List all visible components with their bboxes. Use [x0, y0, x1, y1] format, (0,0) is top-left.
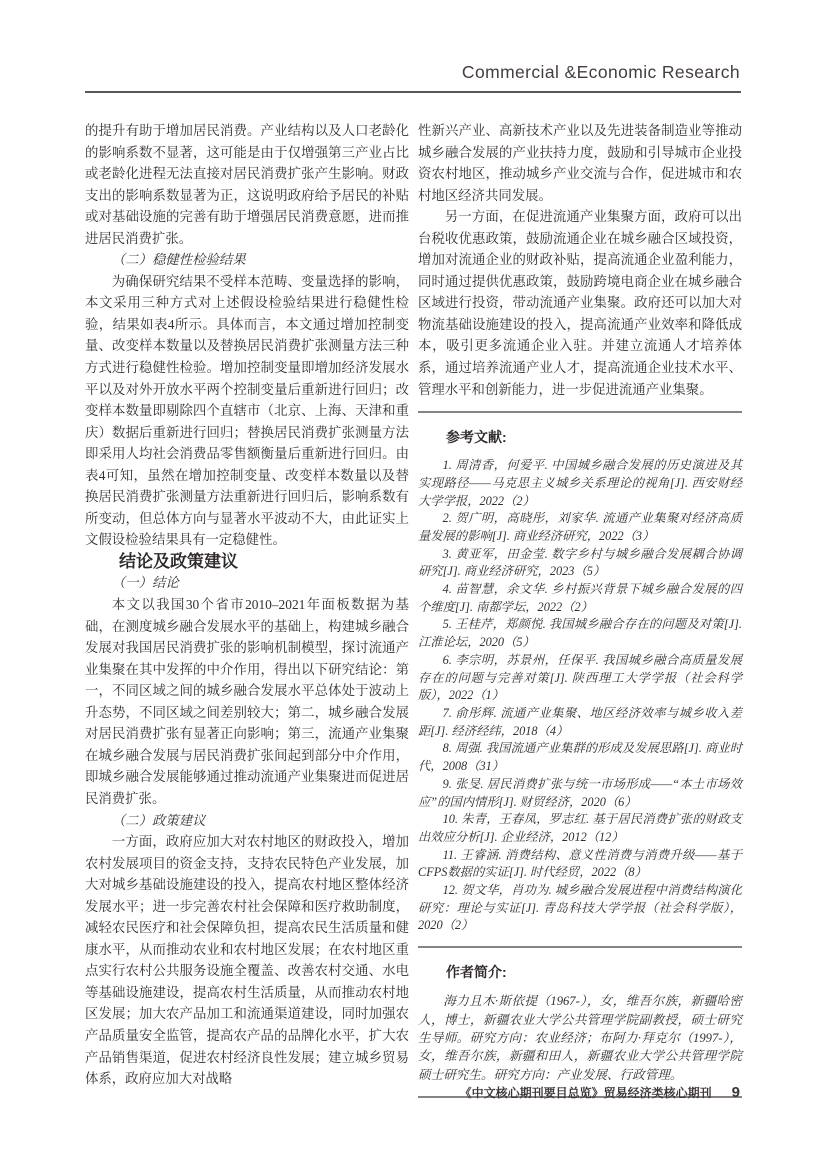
page-footer — [460, 1084, 740, 1101]
reference-item: 12. 贺文华，肖功为. 城乡融合发展进程中消费结构演化研究：理论与实证[J]. 青岛科技大学学报（社会科学版），2020（2） — [418, 883, 742, 933]
left-column — [85, 120, 409, 1090]
right-column — [418, 120, 742, 1098]
subsection-heading-policy: （二）政策建议 — [111, 812, 206, 828]
reference-item: 1. 周清香，何爱平. 中国城乡融合发展的历史演进及其实现路径——马克思主义城乡关系理论的视角[J]. 西安财经大学学报，2022（2） — [418, 458, 742, 508]
page-number: 9 — [731, 1084, 740, 1101]
subsection-heading-conclusion: （一）结论 — [111, 575, 179, 591]
body-paragraph: 另一方面，在促进流通产业集聚方面，政府可以出台税收优惠政策，鼓励流通企业在城乡融合区域投资，增加对流通企业的财政补贴，提高流通企业盈利能力，同时通过提供优惠政策，鼓励跨境电商企业在城乡融合区域进行投资，带动流通产业集聚。政府还可以加大对物流基础设施建设的投入，提高流通产业效率和降低成本，吸引更多流通企业入驻。并建立流通人才培养体系，通过培养流通产业人才，提高流通企业技术水平、管理水平和创新能力，进一步促进流通产业集聚。 — [418, 209, 742, 397]
reference-item: 6. 李宗明，苏景州，任保平. 我国城乡融合高质量发展存在的问题与完善对策[J]. 陕西理工大学学报（社会科学版），2022（1） — [418, 652, 742, 703]
reference-item: 5. 王桂芹，郑颜悦. 我国城乡融合存在的问题及对策[J]. 江淮论坛，2020（5） — [418, 617, 742, 650]
journal-note: 《中文核心期刊要目总览》贸易经济类核心期刊 — [459, 1086, 712, 1100]
subsection-heading-robustness: （二）稳健性检验结果 — [111, 252, 246, 268]
section-divider — [418, 946, 742, 948]
body-paragraph: 一方面，政府应加大对农村地区的财政投入，增加农村发展项目的资金支持，支持农民特色产业发展，加大对城乡基础设施建设的投入，提高农村地区整体经济发展水平；进一步完善农村社会保障和医疗救助制度，减轻农民医疗和社会保障负担，提高农民生活质量和健康水平，从而推动农业和农村地区发展；在农村地区重点实行农村公共服务设施全覆盖、改善农村交通、水电等基础设施建设，提高农村生活质量，从而推动农村地区发展；加大农产品加工和流通渠道建设，同时加强农产品质量安全监管，提高农产品的品牌化水平，扩大农产品销售渠道，促进农村经济良性发展；建立城乡贸易体系，政府应加大对战略 — [85, 834, 409, 1087]
reference-item: 2. 贺广明，高晓彤，刘家华. 流通产业集聚对经济高质量发展的影响[J]. 商业经济研究，2022（3） — [418, 511, 742, 543]
reference-item: 10. 朱青，王春凤，罗志红. 基于居民消费扩张的财政支出效应分析[J]. 企业经济，2012（12） — [418, 812, 742, 844]
reference-item: 11. 王睿涵. 消费结构、意义性消费与消费升级——基于CFPS数据的实证[J]. 时代经贸，2022（8） — [418, 847, 742, 880]
section-divider — [418, 411, 742, 413]
body-paragraph: 本文以我国30个省市2010–2021年面板数据为基础，在测度城乡融合发展水平的基础上，构建城乡融合发展对我国居民消费扩张的影响机制模型，探讨流通产业集聚在其中发挥的中介作用，得出以下研究结论：第一，不同区域之间的城乡融合发展水平总体处于波动上升态势，不同区域之间差别较大；第二，城乡融合发展对居民消费扩张有显著正向影响；第三，流通产业集聚在城乡融合发展与居民消费扩张间起到部分中介作用，即城乡融合发展能够通过推动流通产业集聚进而促进居民消费扩张。 — [85, 597, 409, 806]
header-rule — [85, 91, 741, 93]
reference-item: 4. 苗智慧，余文华. 乡村振兴背景下城乡融合发展的四个维度[J]. 南都学坛，2022（2） — [418, 582, 742, 614]
journal-name: Commercial &Economic Research — [461, 62, 740, 82]
body-paragraph: 性新兴产业、高新技术产业以及先进装备制造业等推动城乡融合发展的产业扶持力度，鼓励和引导城市企业投资农村地区，推动城乡产业交流与合作，促进城市和农村地区经济共同发展。 — [418, 123, 742, 203]
reference-item: 8. 周强. 我国流通产业集群的形成及发展思路[J]. 商业时代，2008（31） — [418, 741, 742, 774]
section-heading-conclusion: 结论及政策建议 — [119, 551, 238, 571]
author-bio-text: 海力且木·斯依提（1967-），女，维吾尔族，新疆哈密人，博士，新疆农业大学公共管理学院副教授，硕士研究生导师。研究方向：农业经济；布阿力·拜克尔（1997-），女，维吾尔族，新疆和田人，新疆农业大学公共管理学院硕士研究生。研究方向：产业发展、行政管理。 — [418, 994, 742, 1082]
body-paragraph: 为确保研究结果不受样本范畴、变量选择的影响，本文采用三种方式对上述假设检验结果进行稳健性检验，结果如表4所示。具体而言，本文通过增加控制变量、改变样本数量以及替换居民消费扩张测量方法三种方式进行稳健性检验。增加控制变量即增加经济发展水平以及对外开放水平两个控制变量后重新进行回归；改变样本数量即剔除四个直辖市（北京、上海、天津和重庆）数据后重新进行回归；替换居民消费扩张测量方法即采用人均社会消费品零售额衡量后重新进行回归。由表4可知，虽然在增加控制变量、改变样本数量以及替换居民消费扩张测量方法重新进行回归后，影响系数有所变动，但总体方向与显著水平波动不大，由此证实上文假设检验结果具有一定稳健性。 — [85, 273, 409, 548]
reference-item: 3. 黄亚军，田金莹. 数字乡村与城乡融合发展耦合协调研究[J]. 商业经济研究，2023（5） — [418, 546, 742, 579]
references-list — [418, 457, 742, 935]
reference-item: 7. 俞彤辉. 流通产业集聚、地区经济效率与城乡收入差距[J]. 经济经纬，2018（4） — [418, 706, 742, 738]
reference-item: 9. 张旻. 居民消费扩张与统一市场形成——“本土市场效应”的国内情形[J]. 财贸经济，2020（6） — [418, 776, 742, 809]
body-paragraph: 的提升有助于增加居民消费。产业结构以及人口老龄化的影响系数不显著，这可能是由于仅增强第三产业占比或老龄化进程无法直接对居民消费扩张产生影响。财政支出的影响系数显著为正，这说明政府给予居民的补贴或对基础设施的完善有助于增强居民消费意愿，进而推进居民消费扩张。 — [85, 123, 409, 246]
author-bio-heading: 作者简介: — [446, 963, 507, 980]
references-heading: 参考文献: — [446, 428, 507, 445]
